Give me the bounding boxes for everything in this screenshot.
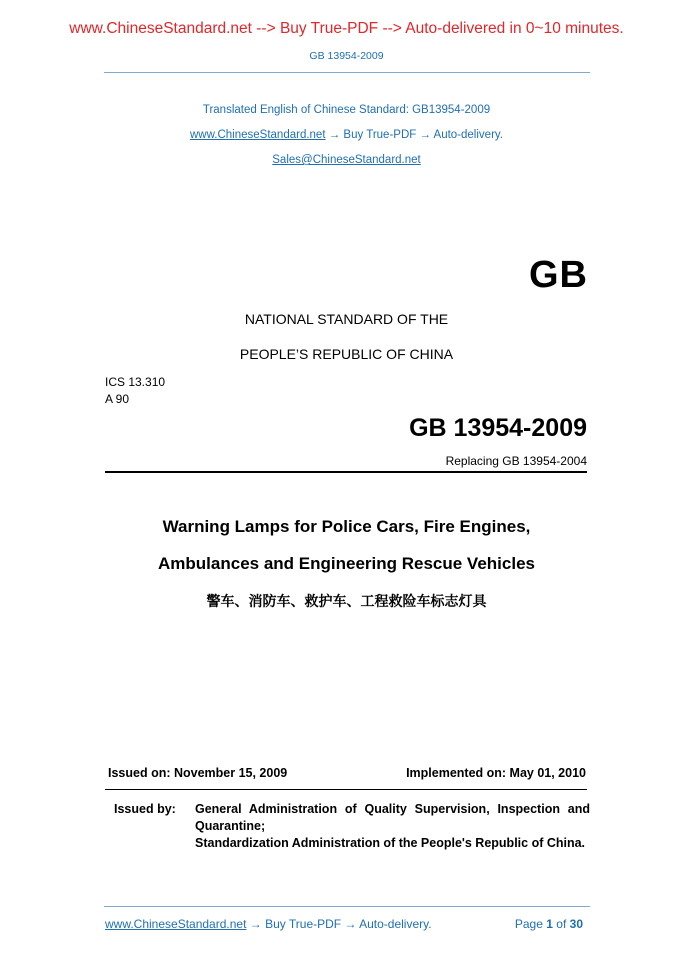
page-total: 30 [569, 917, 583, 931]
issued-by-block [114, 801, 590, 852]
footer-buy-line [105, 917, 432, 931]
translation-buy-line [0, 129, 693, 141]
ccs-code: A 90 [105, 392, 130, 406]
footer-site-link[interactable]: www.ChineseStandard.net [105, 917, 247, 931]
standard-number: GB 13954-2009 [409, 414, 587, 442]
issuer-org-1: General Administration of Quality Supervision, Inspection and Quarantine; [195, 802, 590, 833]
issued-by-label: Issued by: [114, 802, 176, 816]
issuer-org-2: Standardization Administration of the People's Republic of China. [195, 836, 586, 850]
site-link[interactable]: www.ChineseStandard.net [190, 129, 326, 141]
email-line [0, 154, 693, 166]
of-word: of [556, 917, 567, 931]
top-banner[interactable]: www.ChineseStandard.net --> Buy True-PDF --> Auto-delivered in 0~10 minutes. [69, 20, 624, 37]
replacing-note: Replacing GB 13954-2004 [445, 454, 587, 468]
title-chinese: 警车、消防车、救护车、工程救险车标志灯具 [206, 594, 487, 610]
page-number [515, 917, 583, 931]
issued-on-date: Issued on: November 15, 2009 [108, 766, 288, 780]
footer-buy-text: → Buy True-PDF → Auto-delivery. [246, 917, 432, 931]
national-standard-line1: NATIONAL STANDARD OF THE [244, 311, 449, 327]
gb-logo-mark: GB [529, 254, 588, 296]
title-divider [105, 471, 587, 473]
header-divider [104, 72, 590, 73]
email-link[interactable]: Sales@ChineseStandard.net [272, 154, 421, 166]
title-english-line2: Ambulances and Engineering Rescue Vehicles [158, 554, 535, 573]
national-standard-line2: PEOPLE’S REPUBLIC OF CHINA [239, 346, 454, 362]
translation-note: Translated English of Chinese Standard: GB13954-2009 [202, 104, 491, 116]
page-word: Page [514, 917, 543, 931]
footer-divider [104, 906, 590, 907]
page-current: 1 [546, 917, 553, 931]
buy-text: → Buy True-PDF → Auto-delivery. [325, 129, 503, 141]
header-standard-code: GB 13954-2009 [309, 50, 384, 62]
implemented-on-date: Implemented on: May 01, 2010 [406, 766, 586, 780]
title-english-line1: Warning Lamps for Police Cars, Fire Engines, [162, 517, 531, 536]
dates-divider [105, 789, 587, 790]
ics-code: ICS 13.310 [105, 375, 166, 389]
